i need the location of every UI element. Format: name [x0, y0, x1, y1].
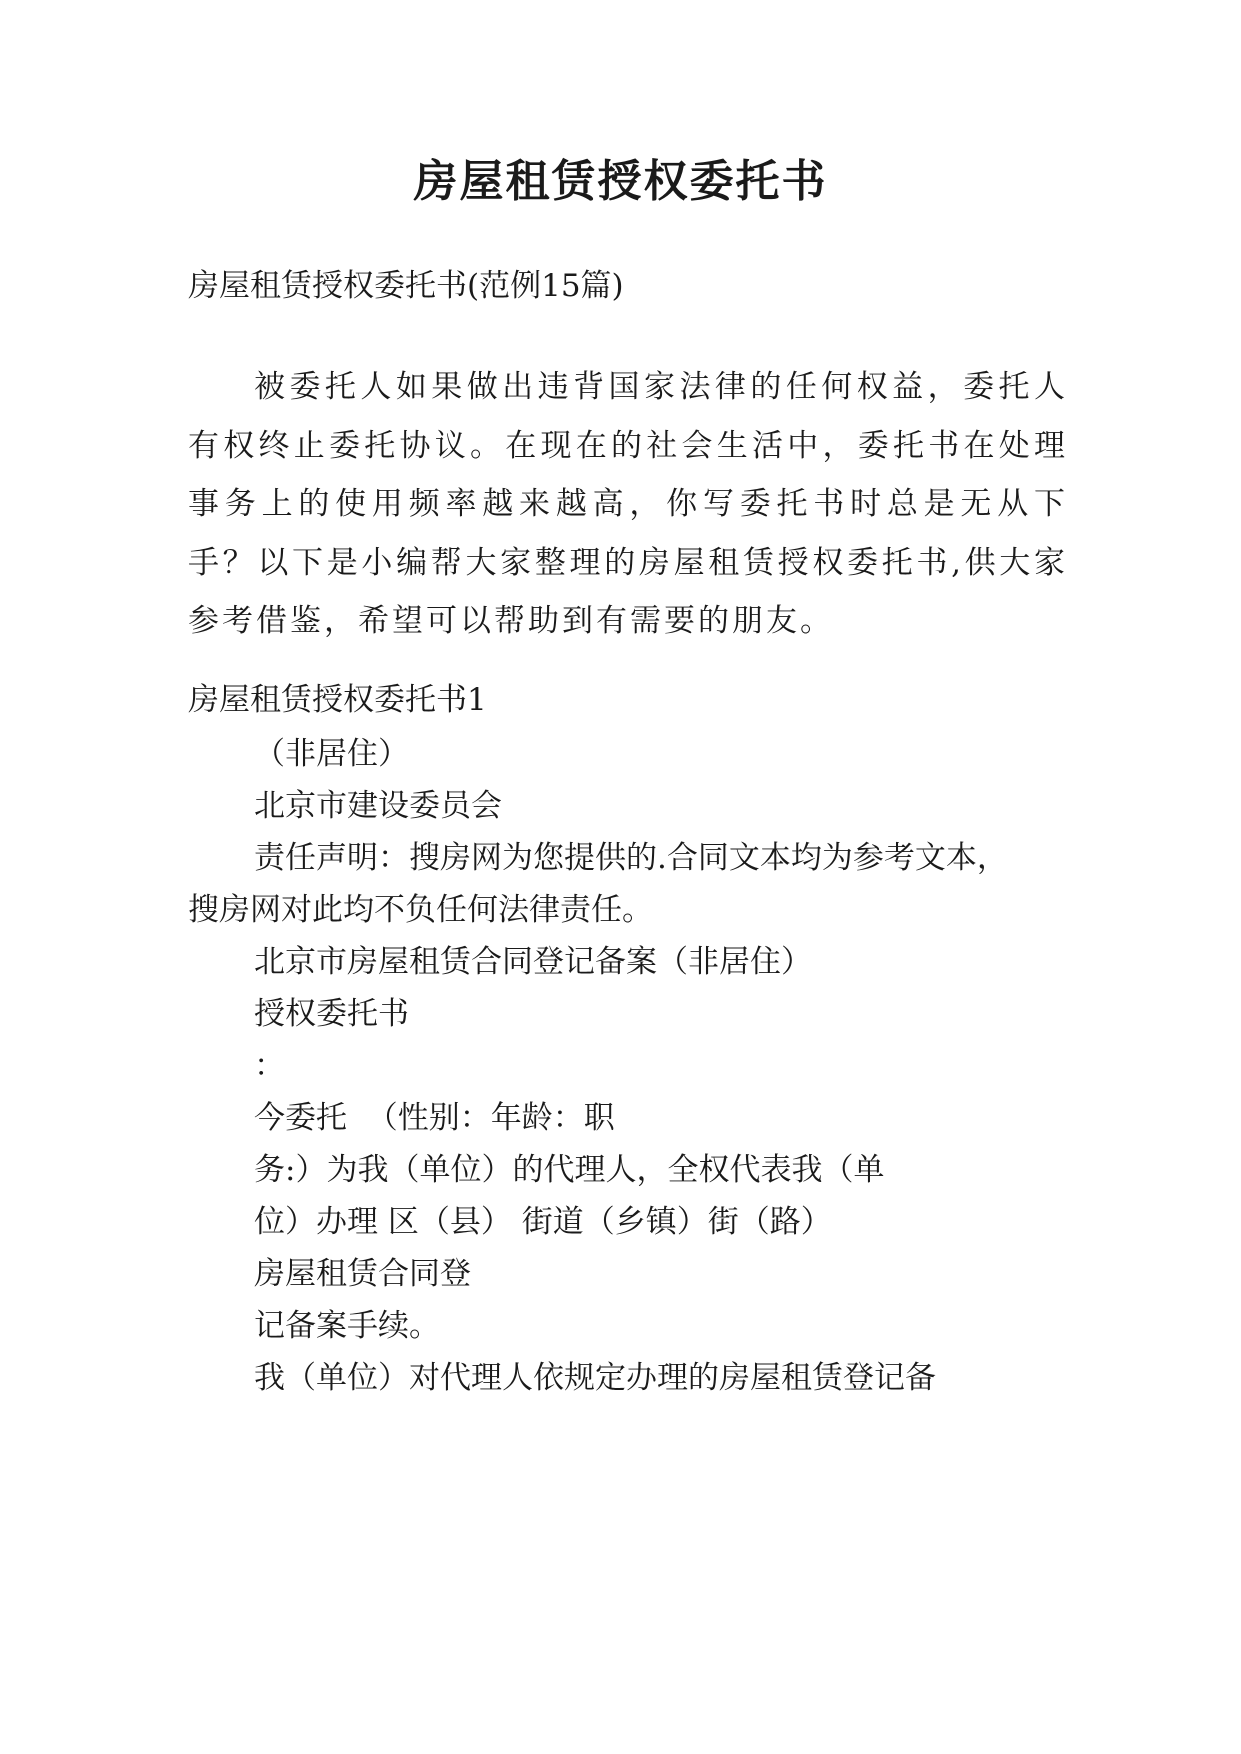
body-line: 责任声明：搜房网为您提供的.合同文本均为参考文本，	[254, 840, 1008, 876]
body-line: 位）办理 区（县） 街道（乡镇）街（路）	[254, 1204, 832, 1240]
body-line: 授权委托书	[254, 996, 409, 1032]
intro-paragraph: 被委托人如果做出违背国家法律的任何权益，委托人有权终止委托协议。在现在的社会生活中，委托书在处理事务上的使用频率越来越高，你写委托书时总是无从下手？以下是小编帮大家整理的房屋租赁授权委托书,供大家参考借鉴，希望可以帮助到有需要的朋友。	[188, 369, 1068, 640]
body-line: 我（单位）对代理人依规定办理的房屋租赁登记备	[254, 1360, 936, 1396]
section-heading: 房屋租赁授权委托书1	[188, 682, 487, 718]
body-line: ：	[254, 1048, 285, 1084]
document-title: 房屋租赁授权委托书	[413, 156, 828, 207]
body-line: 今委托 （性别：年龄：职	[254, 1100, 615, 1136]
document-subtitle: 房屋租赁授权委托书(范例15篇)	[188, 268, 624, 304]
body-line: 务:）为我（单位）的代理人，全权代表我（单	[254, 1152, 885, 1188]
body-line: 房屋租赁合同登	[254, 1256, 471, 1292]
body-line: 北京市建设委员会	[254, 788, 502, 824]
body-line: 记备案手续。	[254, 1308, 440, 1344]
body-line: 搜房网对此均不负任何法律责任。	[188, 892, 653, 928]
body-line: 北京市房屋租赁合同登记备案（非居住）	[254, 944, 812, 980]
body-line: （非居住）	[254, 736, 409, 772]
